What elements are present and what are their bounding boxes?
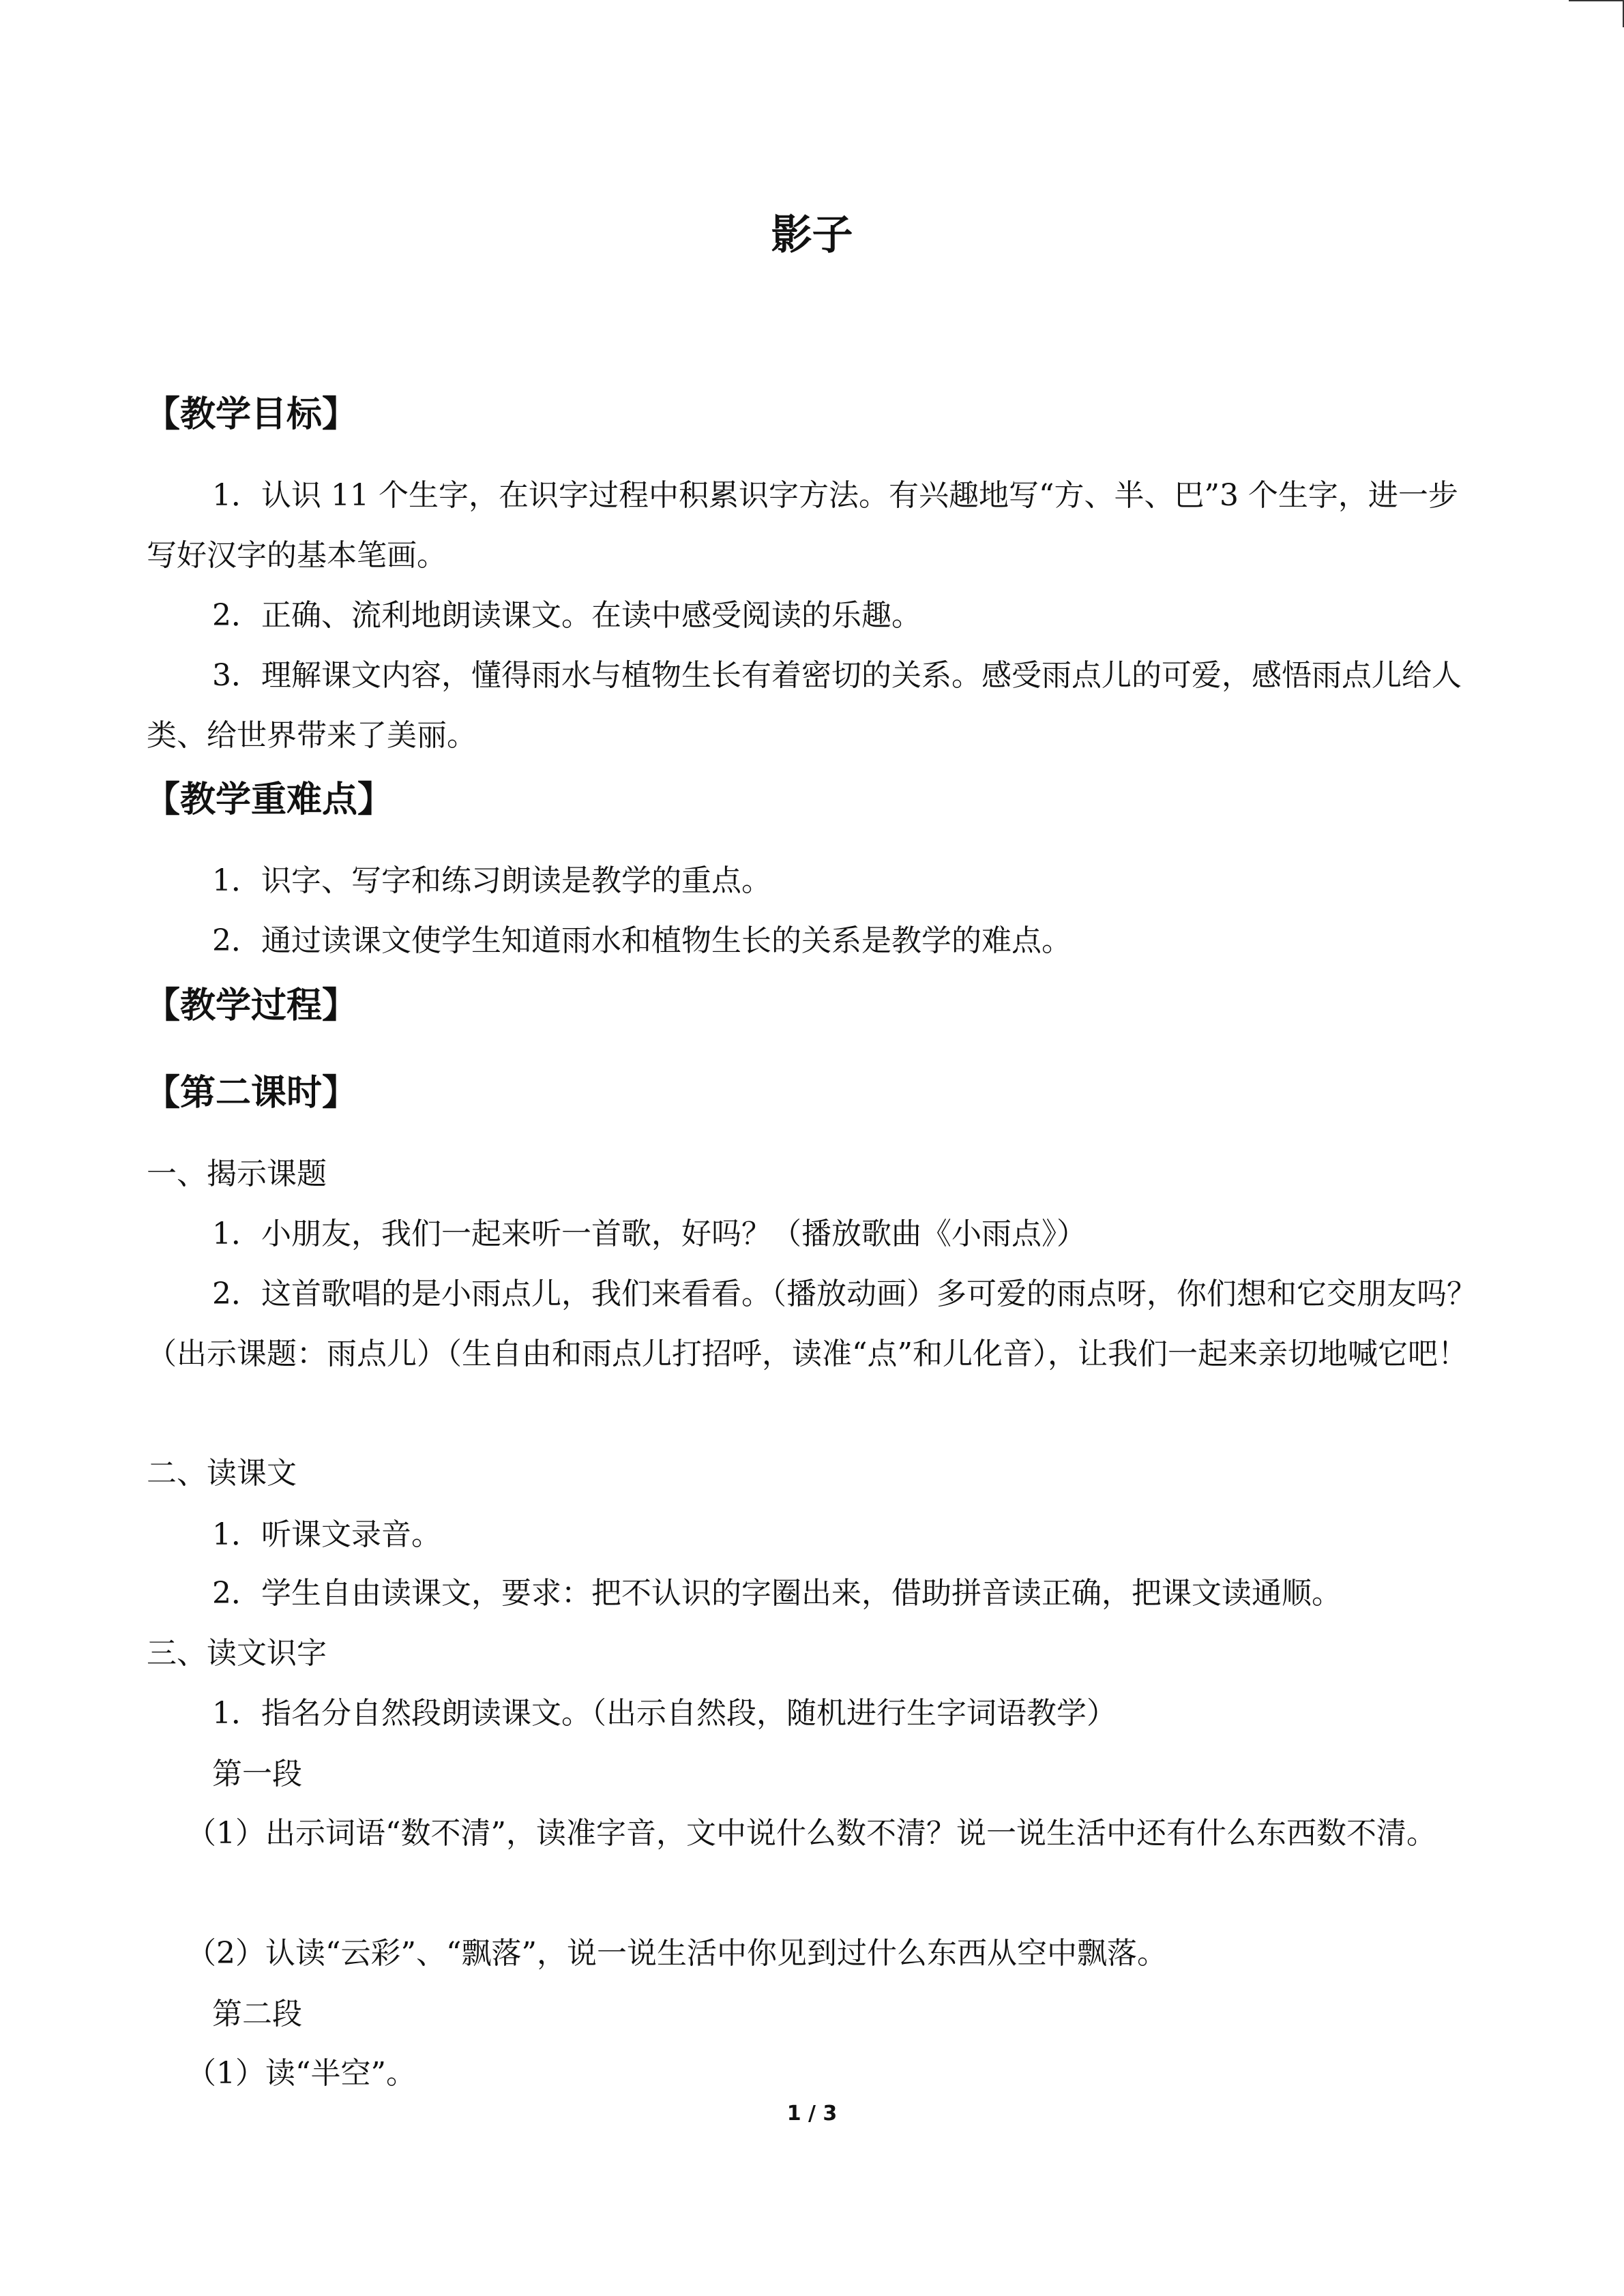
part2-title: 二、读课文 bbox=[147, 1456, 297, 1491]
part1-item-2: 2．这首歌唱的是小雨点儿，我们来看看。（播放动画）多可爱的雨点呀，你们想和它交朋友吗？（出示课题：雨点儿）（生自由和雨点儿打招呼，读准“点”和儿化音），让我们一起来亲切地喊它吧！ bbox=[147, 1277, 1477, 1371]
key-point-item-1: 1．识字、写字和练习朗读是教学的重点。 bbox=[212, 863, 771, 898]
objectives-heading: 【教学目标】 bbox=[145, 394, 358, 435]
part2-item-1: 1．听课文录音。 bbox=[212, 1517, 441, 1552]
lesson-heading: 【第二课时】 bbox=[145, 1073, 358, 1114]
objective-item-2: 2．正确、流利地朗读课文。在读中感受阅读的乐趣。 bbox=[212, 598, 921, 633]
part3-item-1: 1．指名分自然段朗读课文。（出示自然段，随机进行生字词语教学） bbox=[212, 1696, 1117, 1731]
objective-item-3: 3．理解课文内容，懂得雨水与植物生长有着密切的关系。感受雨点儿的可爱，感悟雨点儿给人类、给世界带来了美丽。 bbox=[147, 658, 1462, 753]
part2-item-2: 2．学生自由读课文，要求：把不认识的字圈出来，借助拼音读正确，把课文读通顺。 bbox=[212, 1576, 1342, 1611]
part3-title: 三、读文识字 bbox=[147, 1636, 327, 1671]
document-title: 影子 bbox=[771, 211, 853, 259]
paragraph1-item-2: （2）认读“云彩”、“飘落”，说一说生活中你见到过什么东西从空中飘落。 bbox=[186, 1936, 1167, 1971]
process-heading: 【教学过程】 bbox=[145, 985, 358, 1026]
part1-title: 一、揭示课题 bbox=[147, 1157, 327, 1191]
page-border-top bbox=[1569, 0, 1624, 1]
page-number: 1 / 3 bbox=[786, 2102, 838, 2126]
paragraph1-item-1: （1）出示词语“数不清”，读准字音，文中说什么数不清？说一说生活中还有什么东西数不清。 bbox=[186, 1816, 1436, 1851]
paragraph1-label: 第一段 bbox=[212, 1757, 302, 1791]
part1-item-1: 1．小朋友，我们一起来听一首歌，好吗？（播放歌曲《小雨点》） bbox=[212, 1217, 1087, 1251]
paragraph2-label: 第二段 bbox=[212, 1997, 302, 2031]
paragraph2-item-1: （1）读“半空”。 bbox=[186, 2056, 416, 2091]
key-points-heading: 【教学重难点】 bbox=[145, 779, 394, 820]
objective-item-1: 1．认识 11 个生字，在识字过程中积累识字方法。有兴趣地写“方、半、巴”3 个生字，进一步写好汉字的基本笔画。 bbox=[147, 478, 1458, 573]
key-point-item-2: 2．通过读课文使学生知道雨水和植物生长的关系是教学的难点。 bbox=[212, 923, 1072, 958]
